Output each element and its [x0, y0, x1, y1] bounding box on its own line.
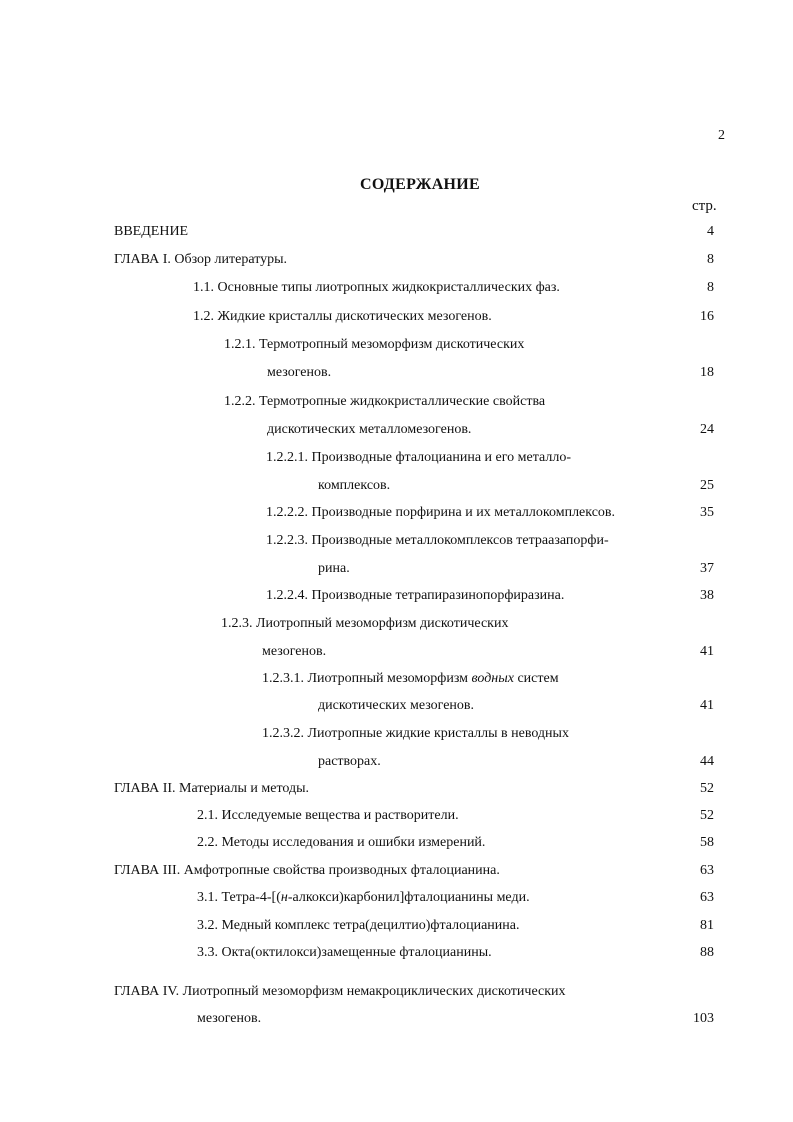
toc-label-line1: ГЛАВА IV. Лиотропный мезоморфизм немакроциклических дискотических [114, 984, 566, 999]
toc-page: 37 [700, 561, 714, 576]
toc-page: 41 [700, 698, 714, 713]
toc-page: 63 [700, 863, 714, 878]
toc-label-text: систем [513, 671, 559, 686]
toc-label: 3.3. Окта(октилокси)замещенные фталоцианины. [197, 945, 492, 960]
toc-label-line1: 1.2.2.3. Производные металлокомплексов тетраазапорфи- [266, 533, 609, 548]
toc-label-line1: 1.2.1. Термотропный мезоморфизм дискотических [224, 337, 525, 352]
toc-label: 3.2. Медный комплекс тетра(децилтио)фталоцианина. [197, 918, 520, 933]
toc-label: 2.1. Исследуемые вещества и растворители. [197, 808, 459, 823]
toc-page: 58 [700, 835, 714, 850]
toc-page: 8 [707, 280, 714, 295]
page-number: 2 [718, 128, 725, 143]
toc-label-line1: 1.2.3. Лиотропный мезоморфизм дискотических [221, 616, 509, 631]
toc-label: ГЛАВА III. Амфотропные свойства производных фталоцианина. [114, 863, 500, 878]
toc-label-line2: рина. [318, 561, 350, 576]
toc-label: ГЛАВА II. Материалы и методы. [114, 781, 310, 796]
toc-label-line2: мезогенов. [267, 365, 332, 380]
toc-label-line2: дискотических металломезогенов. [267, 422, 472, 437]
toc-label-text: 1.2.3.1. Лиотропный мезоморфизм [262, 671, 472, 686]
toc-page: 63 [700, 890, 714, 905]
toc-page: 24 [700, 422, 714, 437]
toc-label-italic: н [280, 890, 288, 905]
toc-label: 1.2. Жидкие кристаллы дискотических мезогенов. [193, 309, 492, 324]
toc-label: 1.2.2.4. Производные тетрапиразинопорфиразина. [266, 588, 565, 603]
page-column-header: стр. [692, 198, 717, 214]
toc-label-italic: водных [471, 671, 514, 686]
toc-page: 25 [700, 478, 714, 493]
toc-label: ГЛАВА I. Обзор литературы. [114, 252, 288, 267]
toc-page: 41 [700, 644, 714, 659]
toc-page: 103 [693, 1011, 714, 1026]
toc-label-line1: 1.2.2.1. Производные фталоцианина и его металло- [266, 450, 571, 465]
toc-label: ВВЕДЕНИЕ [114, 224, 189, 239]
toc-label-line2: комплексов. [318, 478, 391, 493]
toc-page: 38 [700, 588, 714, 603]
toc-label: 1.1. Основные типы лиотропных жидкокристаллических фаз. [193, 280, 560, 295]
toc-label [197, 890, 530, 906]
toc-label: 1.2.2.2. Производные порфирина и их металлокомплексов. [266, 505, 616, 520]
toc-page: 8 [707, 252, 714, 267]
toc-page: 18 [700, 365, 714, 380]
toc-page: 16 [700, 309, 714, 324]
toc-label-line1: 1.2.2. Термотропные жидкокристаллические свойства [224, 394, 546, 409]
toc-label-line2: дискотических мезогенов. [318, 698, 475, 713]
toc-label: 2.2. Методы исследования и ошибки измерений. [197, 835, 486, 850]
toc-label-line1: 1.2.3.2. Лиотропные жидкие кристаллы в неводных [262, 726, 569, 741]
toc-page: 88 [700, 945, 714, 960]
toc-page: 4 [707, 224, 714, 239]
toc-label-line2: мезогенов. [262, 644, 327, 659]
toc-label-text: -алкокси)карбонил]фталоцианины меди. [287, 890, 530, 905]
toc-page: 52 [700, 808, 714, 823]
toc-page: 35 [700, 505, 714, 520]
toc-page: 52 [700, 781, 714, 796]
toc-label-line2: растворах. [318, 754, 381, 769]
toc-label-line2: мезогенов. [197, 1011, 262, 1026]
toc-page: 81 [700, 918, 714, 933]
toc-label-line1 [262, 671, 559, 687]
page-title: СОДЕРЖАНИЕ [359, 176, 481, 193]
toc-page: 44 [700, 754, 714, 769]
toc-label-text: 3.1. Тетра-4-[( [197, 890, 281, 905]
